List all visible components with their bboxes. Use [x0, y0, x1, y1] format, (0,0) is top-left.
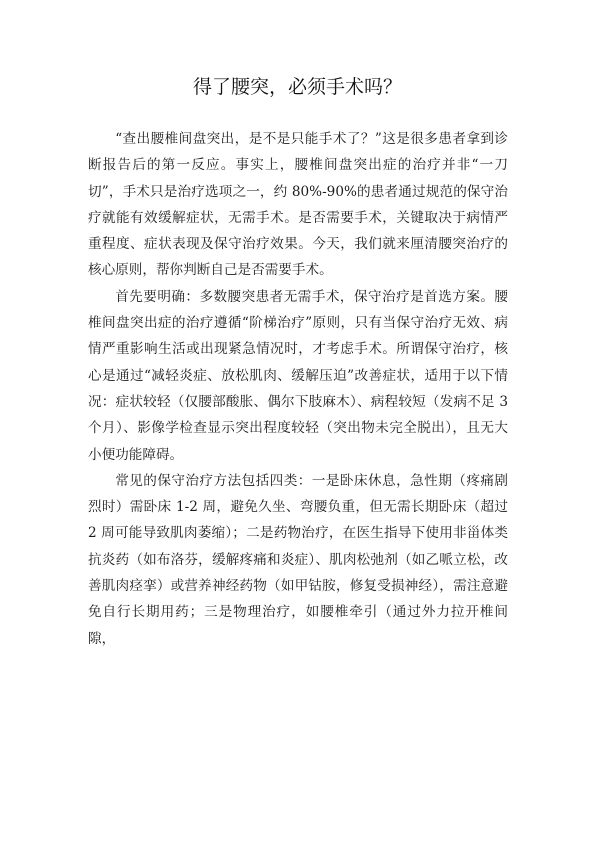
article-body	[88, 126, 508, 652]
paragraph-treatment-methods: 常见的保守治疗方法包括四类：一是卧床休息，急性期（疼痛剧烈时）需卧床 1-2 周，避免久坐、弯腰负重，但无需长期卧床（超过 2 周可能导致肌肉萎缩）；二是药物治疗，在医生指导下使用非甾体类抗炎药（如布洛芬，缓解疼痛和炎症）、肌肉松弛剂（如乙哌立松，改善肌肉痉挛）或营养神经药物（如甲钴胺，修复受损神经），需注意避免自行长期用药；三是物理治疗，如腰椎牵引（通过外力拉开椎间隙，	[88, 472, 508, 647]
paragraph-conservative-first: 首先要明确：多数腰突患者无需手术，保守治疗是首选方案。腰椎间盘突出症的治疗遵循“阶梯治疗”原则，只有当保守治疗无效、病情严重影响生活或出现紧急情况时，才考虑手术。所谓保守治疗，核心是通过“减轻炎症、放松肌肉、缓解压迫”改善症状，适用于以下情况：症状较轻（仅腰部酸胀、偶尔下肢麻木）、病程较短（发病不足 3 个月）、影像学检查显示突出程度较轻（突出物未完全脱出），且无大小便功能障碍。	[88, 288, 508, 463]
paragraph-intro: “查出腰椎间盘突出，是不是只能手术了？”这是很多患者拿到诊断报告后的第一反应。事实上，腰椎间盘突出症的治疗并非“一刀切”，手术只是治疗选项之一，约 80%-90%的患者通过规范的保守治疗就能有效缓解症状，无需手术。是否需要手术，关键取决于病情严重程度、症状表现及保守治疗效果。今天，我们就来厘清腰突治疗的核心原则，帮你判断自己是否需要手术。	[88, 131, 508, 279]
page-title: 得了腰突，必须手术吗？	[192, 76, 402, 98]
